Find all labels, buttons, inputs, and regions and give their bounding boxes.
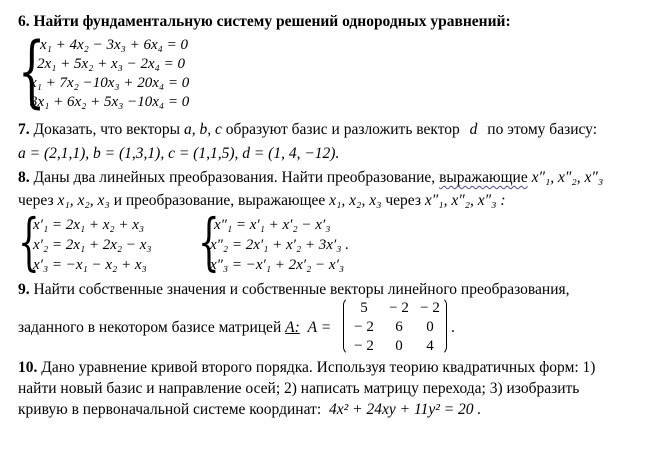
matrix-cell: 0	[426, 319, 434, 335]
task7-vectors-list: a, b, c	[183, 121, 222, 138]
task10-line2: найти новый базис и направление осей; 2) написать матрицу перехода; 3) изобразить	[18, 380, 580, 397]
matrix-cell: − 2	[354, 338, 374, 354]
task8-system2-eq1: x″₁ = x′₁ + x′₂ − x′₃	[214, 217, 331, 233]
task8-system1-brace: {	[18, 205, 40, 278]
task8-number: 8.	[18, 169, 30, 186]
matrix-cell: − 2	[389, 300, 409, 316]
task10-line3	[18, 402, 481, 418]
task8-line2-vars3: x″₁, x″₂, x″₃ :	[424, 192, 506, 209]
task8-line2-vars2: x₁, x₂, x₃	[329, 192, 382, 209]
task9-line2	[18, 320, 331, 336]
task6-brace: {	[18, 27, 46, 117]
task8-system1-eq1: x′₁ = 2x₁ + x₂ + x₃	[33, 217, 145, 233]
matrix-cell: − 2	[420, 300, 440, 316]
task9-matrix	[345, 300, 445, 355]
task9-line1	[18, 282, 570, 298]
task10-line1	[18, 360, 595, 376]
task8-line2-vars1: x₁, x₂, x₃	[57, 192, 110, 209]
matrix-cell: − 2	[354, 319, 374, 335]
matrix-cell: 4	[426, 338, 434, 354]
task8-line2	[18, 193, 506, 209]
task10-line3-text: кривую в первоначальной системе координат:	[18, 401, 322, 418]
task8-line2-a: через	[18, 192, 54, 209]
task9-number: 9.	[18, 281, 30, 298]
task6-heading: 6. Найти фундаментальную систему решений однородных уравнений:	[18, 13, 511, 30]
task7-number: 7.	[18, 121, 30, 138]
matrix-cell: 5	[360, 300, 368, 316]
task8-line1-vars: x″₁, x″₂, x″₃	[531, 169, 604, 186]
task8-system2-eq2: x″₂ = 2x′₁ + x′₂ + 3x′₃ .	[210, 237, 349, 253]
task6-equation-4: 3x₁ + 6x₂ + 5x₃ −10x₄ = 0	[30, 94, 190, 110]
task8-system1-eq3: x′₃ = −x₁ − x₂ + x₃	[33, 257, 147, 273]
task10-number: 10.	[18, 359, 38, 376]
task6-equation-2: 2x₁ + 5x₂ + x₃ − 2x₄ = 0	[37, 56, 185, 72]
task8-system2-eq3: x″₃ = −x′₁ + 2x′₂ − x′₃	[210, 257, 345, 273]
task8-line1	[18, 170, 603, 186]
matrix-cell: 6	[395, 319, 403, 335]
task8-line1-text: Даны два линейных преобразования. Найти преобразование,	[33, 169, 436, 186]
task7-line1	[18, 122, 597, 138]
matrix-right-paren	[436, 297, 447, 355]
task10-equation: 4x² + 24xy + 11y² = 20 .	[329, 401, 482, 418]
task6-equation-3: x₁ + 7x₂ −10x₃ + 20x₄ = 0	[30, 75, 190, 91]
task7-vector-d: d	[469, 121, 478, 138]
task9-period: .	[451, 319, 455, 336]
task9-matrix-name: A:	[285, 319, 300, 336]
task8-wavy-word: выражающие	[439, 169, 528, 186]
task9-line1-text: Найти собственные значения и собственные векторы линейного преобразования,	[33, 281, 570, 298]
task7-text-a: Доказать, что векторы	[33, 121, 181, 138]
task8-system2-brace: {	[198, 205, 220, 278]
task6-equation-1: x₁ + 4x₂ − 3x₃ + 6x₄ = 0	[40, 37, 188, 53]
task8-line2-c: через	[385, 192, 421, 209]
task10-line1-text: Дано уравнение кривой второго порядка. Используя теорию квадратичных форм: 1)	[41, 359, 596, 376]
task8-line2-b: и преобразование, выражающее	[113, 192, 326, 209]
task8-system1-eq2: x′₂ = 2x₁ + 2x₂ − x₃	[33, 237, 152, 253]
task7-definitions: a = (2,1,1), b = (1,3,1), c = (1,1,5), d = (1, 4, −12).	[18, 145, 340, 162]
task7-text-b: образуют базис и разложить вектор	[225, 121, 460, 138]
matrix-cell: 0	[395, 338, 403, 354]
task9-line2-text: заданного в некотором базисе матрицей	[18, 319, 282, 336]
task9-matrix-eq: A =	[307, 319, 332, 336]
task7-text-c: по этому базису:	[487, 121, 598, 138]
